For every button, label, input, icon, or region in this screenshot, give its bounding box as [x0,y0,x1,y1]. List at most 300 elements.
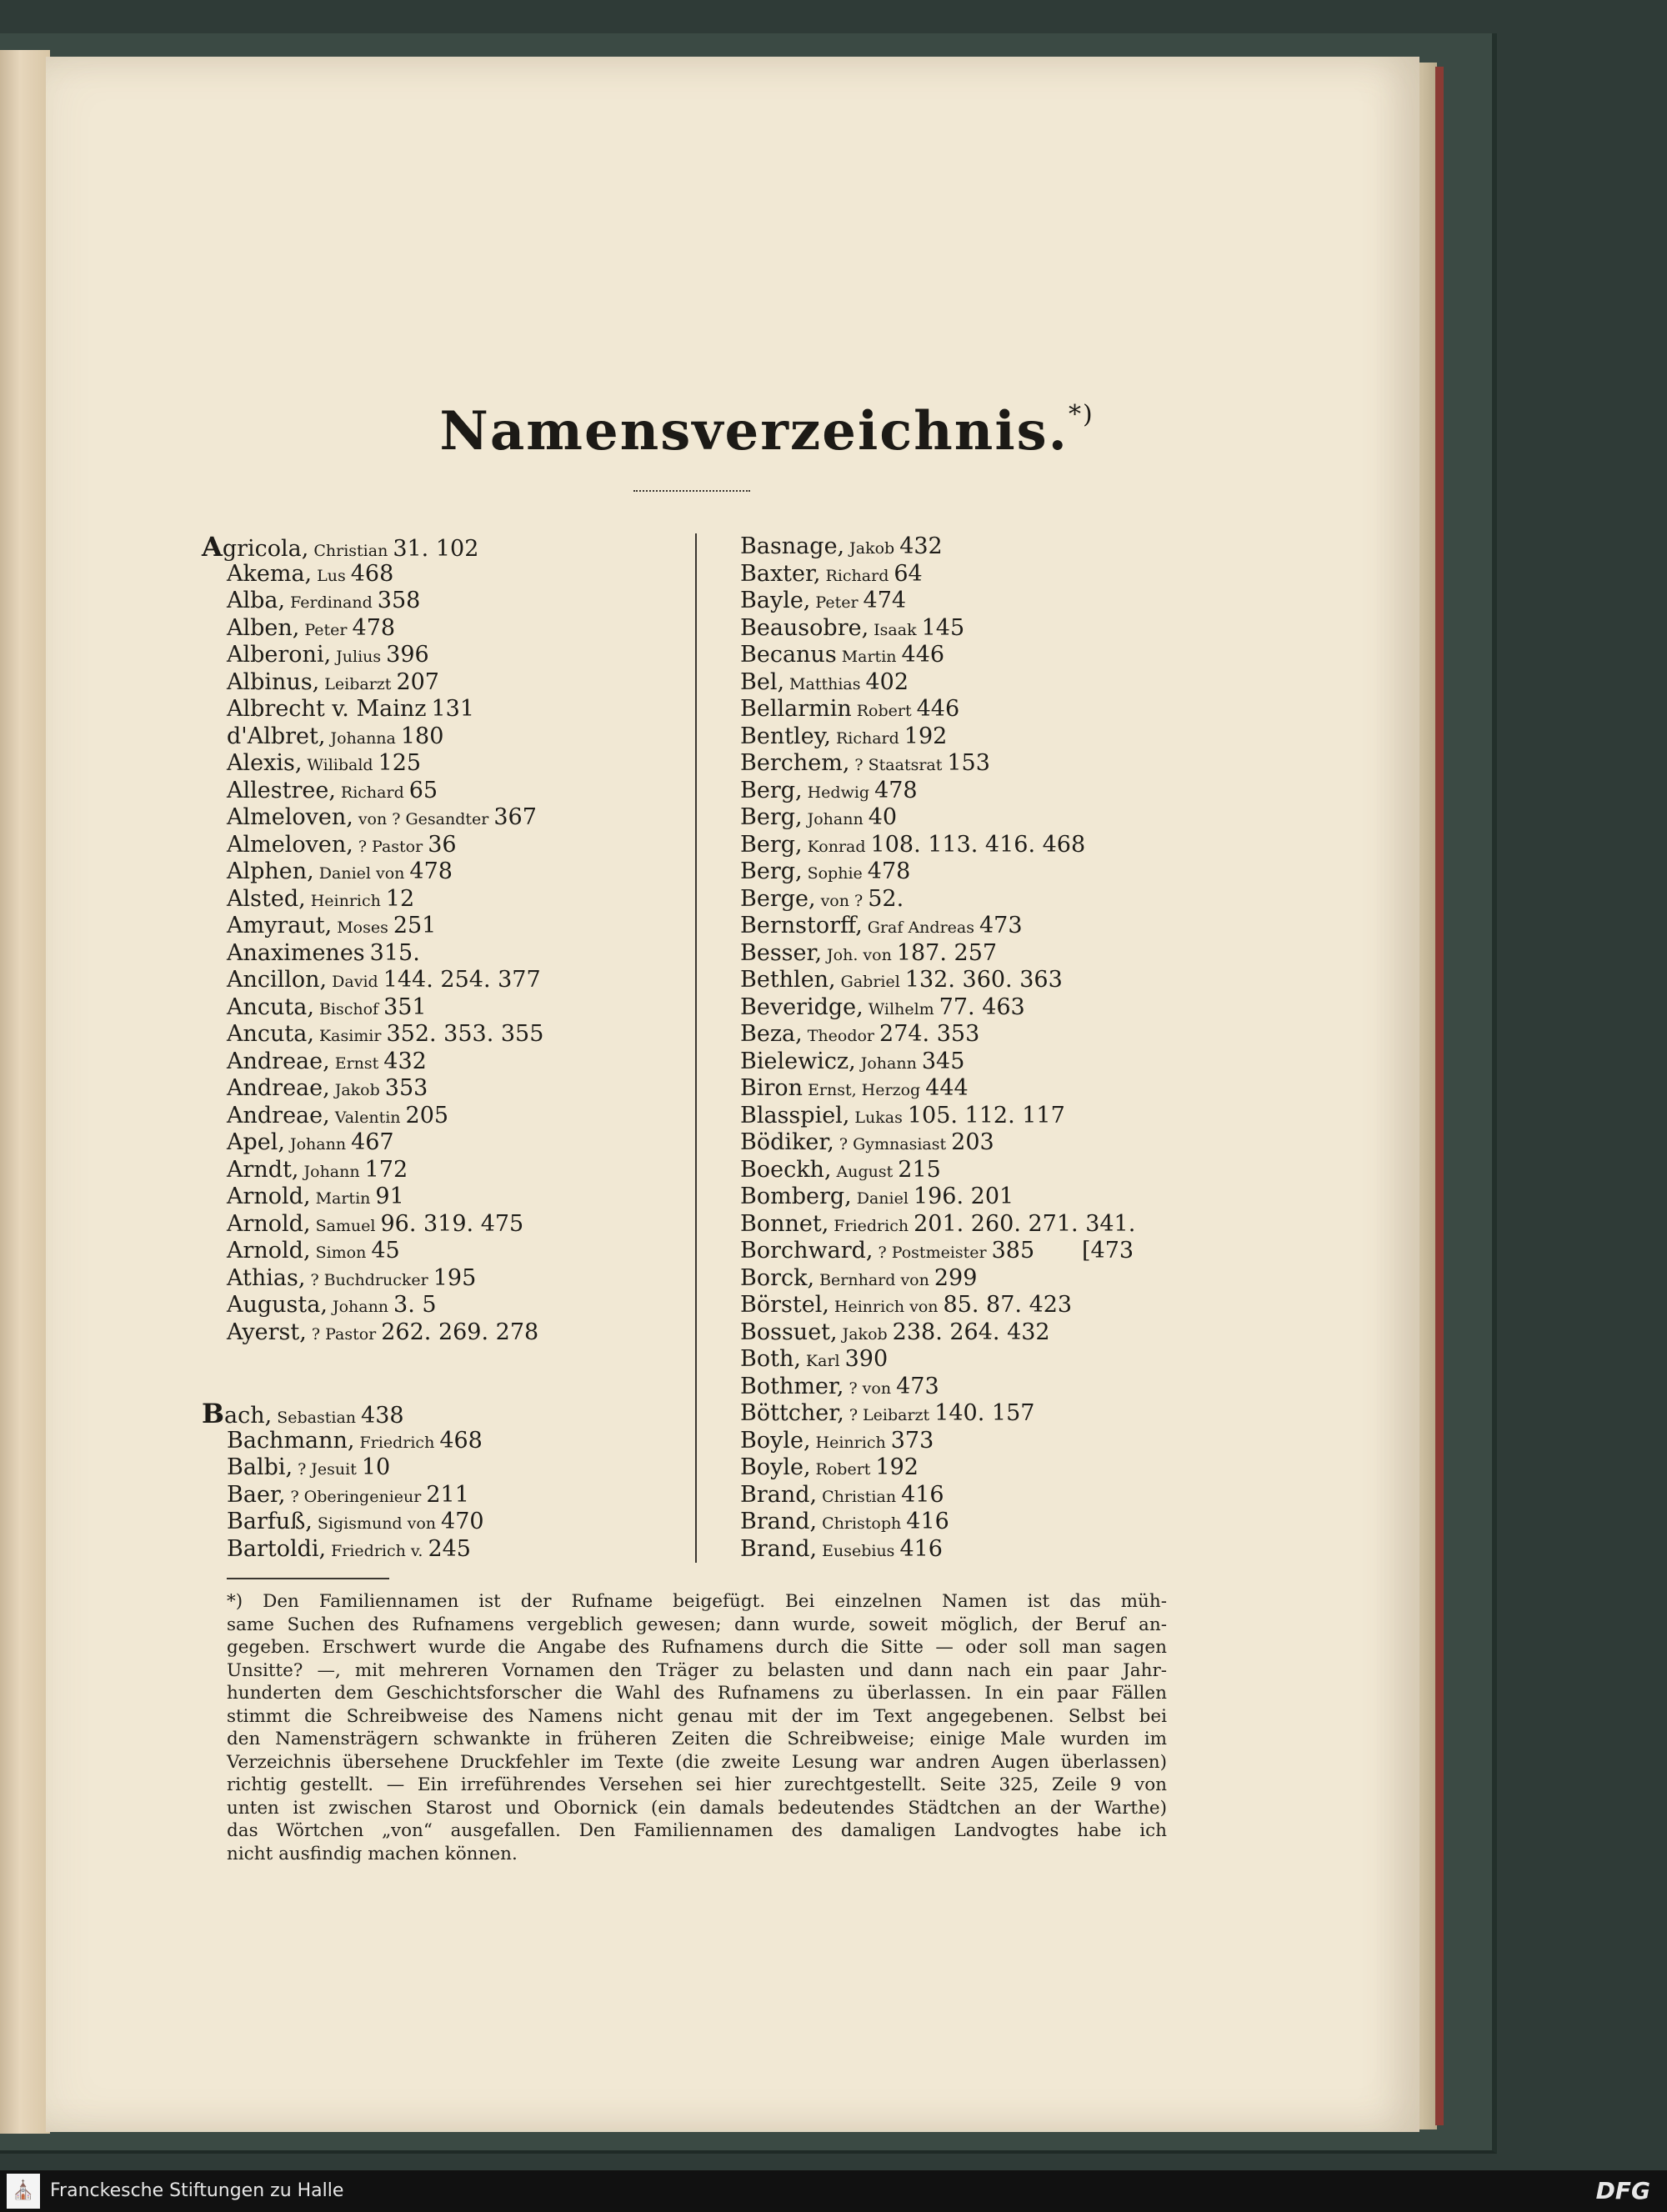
entry-pages: 144. 254. 377 [383,967,541,993]
entry-pages: 416 [901,1481,944,1508]
footnote-line: das Wörtchen „von“ ausgefallen. Den Familiennamen des damaligen Landvogtes habe ich [227,1820,1167,1841]
index-entry [227,1211,681,1239]
entry-forename: Friedrich [834,1216,909,1235]
entry-forename: Wilhelm [868,999,934,1018]
entry-pages: 446 [916,696,960,722]
entry-surname: Barfuß, [227,1509,313,1534]
entry-surname: Almeloven, [227,831,353,858]
index-entry [227,723,681,751]
index-entry [740,1482,1207,1509]
entry-pages: 432 [899,533,943,559]
index-entry [740,669,1207,697]
entry-forename: Julius [336,648,382,666]
index-entry [227,750,681,778]
entry-pages: 446 [901,642,945,668]
entry-surname: Andreae, [227,1075,330,1101]
entry-surname: Börstel, [740,1292,829,1318]
index-entry [740,696,1207,723]
entry-pages: 478 [867,858,911,884]
entry-pages: 12 [385,885,415,912]
entry-pages: 385 [991,1238,1035,1264]
entry-surname: Alberoni, [227,642,332,668]
entry-forename: Richard [825,566,889,585]
footnote-line: den Namensträgern schwankte in früheren Zeiten die Schreibweise; einige Male wurden im [227,1729,1167,1749]
index-entry [740,778,1207,805]
entry-pages: 172 [364,1156,408,1183]
index-entry [227,1454,681,1482]
book-spine-edge [1435,67,1444,2125]
entry-forename: Johanna [330,728,396,748]
entry-forename: Moses [337,918,388,937]
index-entry [740,1509,1207,1536]
entry-initial-letter: B [202,1398,225,1429]
entry-surname: Both, [740,1346,801,1372]
entry-pages: 85. 87. 423 [943,1292,1073,1318]
index-entry [227,1048,681,1076]
entry-surname: Alben, [227,614,300,641]
entry-forename: Wilibald [307,756,373,774]
entry-forename: Bischof [318,999,379,1018]
entry-pages: 262. 269. 278 [381,1319,539,1345]
page-title [433,400,1100,463]
entry-forename: ? von [849,1379,892,1398]
entry-pages: 353 [384,1075,428,1101]
entry-surname [202,531,309,563]
entry-surname: Ancillon, [227,967,328,993]
entry-surname: Bartoldi, [227,1535,327,1562]
index-entry [227,1428,681,1455]
index-entry [740,642,1207,669]
entry-forename: Lukas [854,1108,903,1127]
entry-surname: Bossuet, [740,1319,838,1345]
footnote-line: hunderten dem Geschichtsforscher die Wahl des Rufnamens zu überlassen. In ein paar Fällen [227,1683,1167,1704]
entry-pages: 473 [896,1373,939,1399]
entry-surname: Brand, [740,1535,818,1562]
entry-surname: Beveridge, [740,993,864,1020]
index-entry [227,1021,681,1048]
entry-surname: Beausobre, [740,614,869,641]
index-entry [227,669,681,697]
index-entry [740,1319,1207,1347]
entry-surname: Apel, [227,1129,285,1155]
index-entry [227,1536,681,1564]
entry-surname: Berg, [740,777,803,803]
entry-forename: Christoph [822,1514,902,1533]
entry-pages: 352. 353. 355 [386,1021,544,1047]
entry-pages: 478 [352,614,396,641]
entry-surname: Bethlen, [740,967,836,993]
entry-pages: 125 [378,750,422,776]
entry-surname: Berg, [740,858,803,884]
index-entry [227,696,681,723]
entry-surname: Arnold, [227,1210,311,1237]
entry-forename: ? Buchdrucker [310,1270,428,1289]
entry-forename: Johann [303,1162,360,1181]
entry-surname: Balbi, [227,1454,293,1480]
entry-forename: Christian [822,1487,897,1506]
index-entry [740,723,1207,751]
entry-surname: Brand, [740,1481,818,1508]
entry-pages: 396 [386,642,429,668]
index-entry [740,1400,1207,1428]
entry-pages: 3. 5 [393,1292,437,1318]
index-entry [227,832,681,859]
index-entry [740,832,1207,859]
entry-forename: Robert [856,702,912,720]
entry-surname: Berg, [740,804,803,830]
facing-page-edge [0,50,50,2134]
entry-pages: 251 [393,913,437,938]
index-entry [227,1157,681,1184]
entry-forename: Heinrich [310,891,381,910]
index-entry [740,750,1207,778]
entry-pages: 187. 257 [896,939,998,966]
index-entry [740,1428,1207,1455]
entry-forename: Jakob [334,1081,380,1099]
entry-forename: Graf Andreas [867,918,974,937]
footnote [227,1590,1167,1865]
index-entry [227,1103,681,1130]
entry-pages: 402 [865,668,909,695]
footnote-line: same Suchen des Rufnamens vergeblich gewesen; dann wurde, soweit möglich, der Beruf an- [227,1614,1167,1635]
entry-surname: Becanus [740,642,837,668]
entry-forename: Leibarzt [324,674,392,693]
entry-forename: Ferdinand [290,593,373,612]
entry-forename: Heinrich von [834,1298,939,1316]
entry-surname: Boeckh, [740,1156,832,1183]
entry-pages: 65 [408,777,438,803]
entry-surname: Bachmann, [227,1427,355,1454]
entry-forename: Daniel von [318,864,405,883]
entry-forename: Kasimir [318,1027,382,1045]
entry-surname: Böttcher, [740,1400,844,1426]
index-entry [740,1021,1207,1048]
entry-surname: d'Albret, [227,723,326,749]
index-entry [740,1374,1207,1401]
page-title-text: Namensverzeichnis. [439,400,1069,463]
entry-forename: Joh. von [827,945,892,964]
entry-surname: Anaximenes [227,939,365,966]
index-entry [740,561,1207,588]
entry-surname: Ancuta, [227,1021,314,1047]
entry-forename: Heinrich [815,1433,886,1452]
entry-pages: 64 [894,560,923,587]
entry-pages: 274. 353 [879,1021,980,1047]
entry-forename: Jakob [849,539,895,558]
index-entry [227,1184,681,1211]
index-entry [740,1454,1207,1482]
entry-forename: David [332,973,378,991]
entry-surname [202,1398,273,1429]
index-entry [740,615,1207,643]
entry-surname: Beza, [740,1021,803,1047]
entry-pages: 131 [431,696,475,722]
column-divider [695,533,697,1563]
institution-logo-icon: ⛪ [7,2174,40,2209]
entry-surname-rest: gricola, [222,536,309,562]
entry-pages: 145 [921,614,965,641]
index-column-left [202,531,681,1563]
index-entry [227,615,681,643]
entry-surname: Boyle, [740,1454,811,1480]
entry-forename: Ernst [334,1053,379,1073]
index-entry [227,1075,681,1103]
footnote-line: nicht ausfindig machen können. [227,1843,518,1864]
institution-name: Franckesche Stiftungen zu Halle [50,2180,344,2201]
entry-surname: Alsted, [227,885,306,912]
entry-surname: Berge, [740,885,816,912]
title-ornament [633,485,750,492]
index-entry [227,1319,681,1347]
entry-pages: 478 [409,858,453,884]
entry-surname: Bellarmin [740,696,852,722]
entry-surname: Blasspiel, [740,1102,850,1129]
entry-pages: 468 [350,560,394,587]
entry-forename: von ? Gesandter [358,810,489,828]
entry-surname: Augusta, [227,1292,328,1318]
entry-forename: Jakob [842,1324,888,1344]
entry-surname: Biron [740,1075,803,1101]
entry-pages: 180 [400,723,444,749]
entry-pages: 91 [375,1184,404,1209]
index-entry [227,778,681,805]
dfg-logo: DFG [1595,2177,1650,2204]
index-entry [227,858,681,886]
index-entry [740,1536,1207,1564]
index-entry [740,1292,1207,1319]
entry-surname: Bayle, [740,588,811,613]
entry-pages: 31. 102 [393,536,479,562]
entry-forename: von ? [820,891,864,910]
index-entry [227,967,681,994]
entry-forename: ? Oberingenieur [290,1487,422,1506]
entry-forename: Johann [332,1298,389,1316]
entry-pages: 132. 360. 363 [904,967,1063,993]
entry-pages: 438 [361,1403,404,1429]
entry-surname: Akema, [227,560,313,587]
entry-pages: 45 [371,1238,400,1264]
entry-initial-letter: A [202,531,223,563]
index-entry [740,1184,1207,1211]
entry-surname: Almeloven, [227,804,353,830]
entry-pages: 315. [369,939,420,966]
entry-forename: Theodor [807,1027,875,1045]
entry-pages: 36 [428,831,457,858]
entry-surname: Bomberg, [740,1184,852,1209]
entry-pages: 96. 319. 475 [380,1210,524,1237]
entry-pages: 238. 264. 432 [892,1319,1050,1345]
entry-forename: Matthias [789,674,861,693]
entry-surname: Borchward, [740,1238,874,1264]
entry-forename: Samuel [315,1216,376,1235]
entry-pages: 77. 463 [939,993,1025,1020]
index-entry [227,1265,681,1293]
entry-surname: Berg, [740,831,803,858]
index-entry [740,858,1207,886]
entry-forename: ? Pastor [311,1324,377,1344]
index-entry [227,913,681,940]
viewer-footer-bar [0,2170,1667,2212]
entry-pages: 108. 113. 416. 468 [870,831,1086,858]
entry-forename: Daniel [856,1189,909,1208]
index-entry [202,1398,681,1429]
entry-pages: 40 [868,804,898,830]
entry-forename: ? Pastor [358,837,423,856]
entry-surname: Alba, [227,588,286,613]
entry-pages: 416 [906,1509,949,1534]
entry-surname: Albinus, [227,668,320,695]
index-entry [227,994,681,1022]
entry-pages: 478 [874,777,918,803]
entry-surname: Amyraut, [227,913,333,938]
footnote-line: stimmt die Schreibweise des Namens nicht genau mit der im Text angegebenen. Selbst bei [227,1705,1167,1727]
footnote-line: unten ist zwischen Starost und Obornick (ein damals bedeutendes Städtchen an der Warthe) [227,1797,1167,1819]
entry-forename: Peter [304,620,348,639]
entry-forename: Valentin [334,1108,401,1127]
entry-forename: Bernhard von [819,1270,929,1289]
entry-surname: Athias, [227,1264,306,1291]
entry-pages: 474 [863,588,907,613]
entry-pages: 211 [426,1481,469,1508]
index-entry [740,804,1207,832]
entry-forename: Friedrich v. [331,1541,423,1560]
entry-forename: Ernst, Herzog [808,1081,921,1099]
entry-forename: Konrad [807,837,866,856]
index-entry [227,1509,681,1536]
index-entry [740,1265,1207,1293]
index-entry [740,1238,1207,1265]
footnote-line: *) Den Familiennamen ist der Rufname beigefügt. Bei einzelnen Namen ist das müh- [227,1591,1167,1612]
entry-forename: ? Jesuit [298,1460,357,1479]
footnote-line: gegeben. Erschwert wurde die Angabe des Rufnamens durch die Sitte — oder soll man sagen [227,1637,1167,1658]
entry-pages: 192 [904,723,948,749]
entry-forename: Martin [315,1189,371,1208]
entry-surname: Baer, [227,1481,286,1508]
index-entry [202,531,681,563]
footnote-line: Verzeichnis übersehene Druckfehler im Texte (die zweite Lesung war andren Augen überlassen) [227,1751,1167,1773]
index-entry [740,1075,1207,1103]
entry-surname: Baxter, [740,560,821,587]
entry-pages: 205 [405,1102,449,1129]
footnote-rule [227,1578,389,1579]
entry-continuation: [473 [1082,1238,1134,1264]
entry-pages: 390 [844,1346,889,1372]
entry-surname: Boyle, [740,1427,811,1454]
entry-pages: 358 [377,588,421,613]
footnote-line: Unsitte? —, mit mehreren Vornamen den Träger zu belasten und dann nach ein paar Jahr- [227,1659,1167,1681]
entry-surname: Bernstorff, [740,913,863,938]
index-entry [227,940,681,968]
entry-forename: Hedwig [807,783,870,802]
index-entry [227,804,681,832]
title-footnote-mark: *) [1068,400,1094,429]
entry-pages: 351 [383,993,427,1020]
entry-forename: Sigismund von [317,1514,437,1533]
entry-forename: Isaak [874,620,917,639]
entry-forename: Peter [815,593,859,612]
entry-surname: Alexis, [227,750,303,776]
entry-surname: Bel, [740,668,785,695]
entry-forename: Gabriel [840,973,900,991]
index-entry [740,1346,1207,1374]
entry-surname: Alphen, [227,858,314,884]
index-entry [740,1211,1207,1239]
index-entry [227,588,681,615]
entry-surname: Arndt, [227,1156,299,1183]
index-entry [740,1103,1207,1130]
index-entry [740,940,1207,968]
entry-surname: Ancuta, [227,993,314,1020]
index-entry [740,1048,1207,1076]
entry-forename: Martin [841,648,897,666]
entry-surname: Allestree, [227,777,336,803]
entry-forename: Karl [805,1352,840,1370]
entry-pages: 373 [890,1427,934,1454]
entry-pages: 432 [383,1048,427,1074]
entry-pages: 10 [361,1454,391,1480]
entry-pages: 203 [951,1129,994,1155]
index-entry [740,1129,1207,1157]
entry-pages: 345 [921,1048,965,1074]
entry-forename: Johann [807,810,864,828]
index-entry [227,886,681,913]
entry-pages: 245 [428,1535,471,1562]
entry-pages: 201. 260. 271. 341. [914,1210,1136,1237]
index-entry [227,1482,681,1509]
entry-surname: Bothmer, [740,1373,844,1399]
entry-forename: Simon [315,1244,367,1262]
entry-forename: Christian [313,542,388,560]
entry-pages: 207 [396,668,439,695]
index-column-right [740,533,1207,1563]
entry-pages: 444 [925,1075,969,1101]
entry-surname: Besser, [740,939,823,966]
entry-forename: ? Staatsrat [854,756,943,774]
entry-pages: 467 [351,1129,394,1155]
entry-forename: Sebastian [277,1409,357,1427]
entry-forename: Richard [835,728,899,748]
entry-pages: 473 [979,913,1023,938]
entry-pages: 367 [493,804,537,830]
entry-forename: Richard [340,783,404,802]
entry-surname: Bonnet, [740,1210,829,1237]
entry-pages: 470 [441,1509,484,1534]
entry-surname: Basnage, [740,533,845,559]
entry-pages: 196. 201 [913,1184,1014,1209]
entry-forename: ? Gymnasiast [839,1135,947,1154]
entry-forename: Johann [860,1053,917,1073]
entry-forename: Friedrich [359,1433,435,1452]
index-entry [227,1238,681,1265]
index-entry [740,533,1207,561]
index-entry [227,561,681,588]
entry-surname: Albrecht v. Mainz [227,696,427,722]
index-entry [740,1157,1207,1184]
entry-pages: 153 [947,750,990,776]
entry-forename: ? Leibarzt [849,1406,930,1424]
footnote-line: richtig gestellt. — Ein irreführendes Versehen sei hier zurechtgestellt. Seite 325, Zeile 9 von [227,1774,1167,1795]
entry-forename: Lus [317,566,346,585]
entry-pages: 192 [875,1454,919,1480]
entry-pages: 299 [934,1264,978,1291]
entry-surname: Arnold, [227,1238,311,1264]
entry-surname: Bödiker, [740,1129,834,1155]
entry-forename: August [836,1162,894,1181]
entry-surname: Andreae, [227,1102,330,1129]
entry-forename: Johann [289,1135,347,1154]
entry-surname: Bielewicz, [740,1048,856,1074]
entry-pages: 215 [898,1156,941,1183]
